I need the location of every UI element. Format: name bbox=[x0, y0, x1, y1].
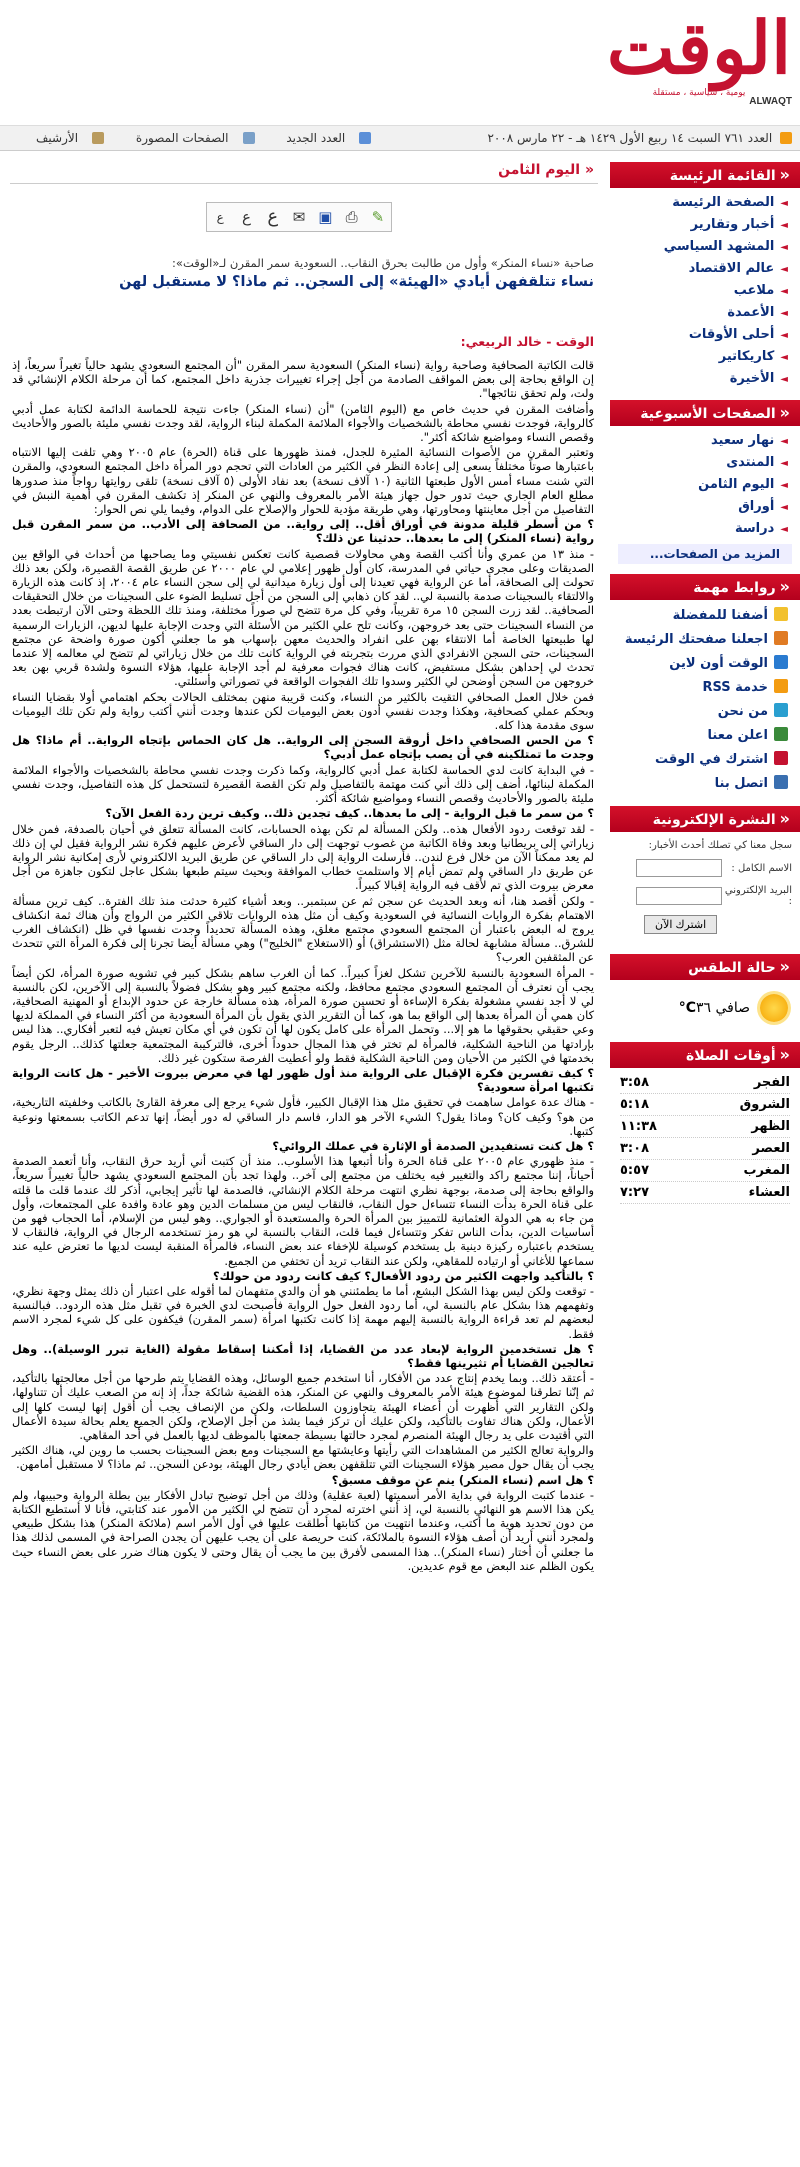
link-icon bbox=[774, 607, 788, 621]
important-links-title: «روابط مهمة bbox=[610, 574, 800, 600]
bullet-icon: ◄ bbox=[780, 220, 788, 231]
main-menu-item-label: الأخيرة bbox=[729, 371, 775, 386]
important-link-label: الوقت أون لاين bbox=[669, 656, 768, 671]
link-icon bbox=[774, 655, 788, 669]
link-icon bbox=[774, 727, 788, 741]
main-menu-item[interactable] bbox=[610, 258, 788, 280]
font-large-button[interactable]: ع bbox=[267, 206, 279, 227]
important-link[interactable] bbox=[610, 748, 788, 772]
article-paragraph: - منذ ظهوري عام ٢٠٠٥ على قناة الحرة وأنا أتبعها هذا الأسلوب.. منذ أن كتبت أني أريد حرق النقاب، وأنا أتعمد الصدمة أحياناً، إننا مجتمع راكد والتغيير فيه يختلف من مجتمع إلى آخر.. ولهذا تجد بأن المجتمع السعودي يشهد حالياً تغييراً سريعاً، والواقع بحاجة إلى صدمة، بوجهة نظري انتهت مرحلة الكلام الإنشائي، فالصدمة لها تأثير إيجابي، أذكر لك عندما قلت ما قلته على قناة الحرة بدأت النساء تتساءل حول النقاب، فالنقاب ليس من مسلمات الدين وهو عادة وافدة على المجتمعات، وأول من جاء به هي الدولة العثمانية للتمييز بين المرأة الحرة والمستعبدة أو الجواري.. وهو ليس من الإسلام، أما الحجاب فهو من أساسيات الدين، بدأت الناس تفكر وتتساءل فيما قلت، النقاب بالنسبة لي هو رمز تستخدمه الرجال في الرواية، فالنقاب لا يستخدم باعتباره ركيزة دينية بل يستخدم كوسيلة للإخفاء عند بعض النساء، فالمرأة المنقبة ليست لديها ما تعترض عليه عند سماعها للأغاني أو ارتياده للمقاهي، ولكن عند النقاب تريد أن تختفي من الجميع. bbox=[12, 1154, 594, 1268]
bullet-icon: ◄ bbox=[780, 308, 788, 319]
name-field[interactable] bbox=[636, 859, 722, 877]
main-menu-item-label: أخبار وتقارير bbox=[690, 217, 775, 232]
save-icon[interactable]: ▣ bbox=[318, 208, 333, 226]
article-paragraph: - في البداية كانت لدي الحماسة لكتابة عمل أدبي كالرواية، وكما ذكرت وجدت نفسي محاطة بالشخصيات والأجواء الملائمة المكملة لبنائها، أضف إلى ذلك أني كنت مهتمة بالتفاصيل ولم تكن القصة القصيرة لتستحمل كل هذه التفاصيل، وجدت نفسي مليئة بالصور والأحاديث وقصص النساء ومواضيع شائكة أكثر. bbox=[12, 762, 594, 806]
main-menu-item-label: عالم الاقتصاد bbox=[688, 261, 775, 276]
prayer-name: الفجر bbox=[753, 1075, 790, 1090]
bullet-icon: ◄ bbox=[780, 436, 788, 447]
prayer-time: ٧:٢٧ bbox=[620, 1185, 650, 1200]
main-menu-item[interactable] bbox=[610, 368, 788, 390]
top-bar bbox=[0, 125, 800, 151]
link-icon bbox=[774, 751, 788, 765]
main-menu-item[interactable] bbox=[610, 324, 788, 346]
photo-pages-link[interactable]: الصفحات المصورة bbox=[122, 131, 255, 145]
prayer-name: المغرب bbox=[743, 1163, 790, 1178]
article-question: ؟ كيف تفسرين فكرة الإقبال على الرواية منذ أول ظهور لها في معرض بيروت الأخير - هل كانت الرواية تكتبها امرأة سعودية؟ bbox=[12, 1065, 594, 1095]
prayer-row bbox=[620, 1138, 790, 1160]
important-link-label: من نحن bbox=[717, 704, 768, 719]
archive-icon bbox=[92, 132, 104, 144]
important-link[interactable] bbox=[610, 700, 788, 724]
prayer-name: العشاء bbox=[748, 1185, 790, 1200]
article-paragraph: وأضافت المقرن في حديث خاص مع (اليوم الثامن) "أن (نساء المنكر) جاءت نتيجة للحماسة الدائمة لكتابة عمل أدبي كالرواية، فوجدت نفسي محاطة بالشخصيات والأجواء الملائمة المكملة لبناء الرواية، لقد وجدت نفسي مليئة بالصور والأحاديث وقصص النساء ومواضيع شائكة أكثر". bbox=[12, 401, 594, 445]
article-question: ؟ هل كنت تستفيدين الصدمة أو الإثارة في عملك الروائي؟ bbox=[272, 1138, 594, 1153]
bullet-icon: ◄ bbox=[780, 374, 788, 385]
article-paragraph: - توقعت ولكن ليس بهذا الشكل البشع، أما ما يطمئنني هو أن والدي متفهمان لما أقوله على اعتبار أن ذلك يمثل وجهة نظري، وتفهمهم هذا بشكل عام بالنسبة لي، أما ردود الفعل حول الرواية فأصبحت لدي الخبرة في تقبل مثل هذه الردود.. فبالنسبة لبعضهم لم تعد قراءة الرواية بالنسبة إليهم مهمة إذا كانت تكتبها امرأة (سمر المقرن) فيكفون على كل شيء لمجرد الاسم فقط. bbox=[12, 1284, 594, 1341]
main-menu-item-label: كاريكاتير bbox=[718, 349, 775, 364]
more-pages-link[interactable]: المزيد من الصفحات... bbox=[618, 544, 792, 564]
article-paragraph: وتعتبر المقرن من الأصوات النسائية المثيرة للجدل، فمنذ ظهورها على قناة (الحرة) عام ٢٠٠٥ وهي تلفت إليها الانتباه باعتبارها صوتاً مختلفاً يسعى إلى إعادة النظر في الكثير من العادات التي تحجم دور المرأة داخل المجتمع السعودي، والمقرن التي شنت مساء أمس الأول طبعتها الثانية (١٠ آلاف نسخة) بعد نفاد الأولى (٥ آلاف نسخة) تلقى روايتها رواجاً منذ صدورها مطلع العام الجاري حيث تدور حول جهاز هيئة الأمر بالمعروف والنهي عن المنكر إذ تكشف المقرن في أهمية النبش في التفاصيل من أجل معاينتها ومحاورتها، وهي طريقة مؤدية للحوار والإصلاح على الدوام، وفيما يلي نص الحوار: bbox=[12, 445, 595, 517]
article-paragraph: - عندما كتبت الرواية في بداية الأمر أسميتها (لعبة عقلية) وذلك من أجل توضيح تبادل الأفكار بين بطلة الرواية وحبيبها، ولم يكن هذا الاسم هو النهائي بالنسبة لي، إذ أنني اخترته لمجرد أن تتضح لي الكثير من الأمور عند كتابتي، فأنا لا أستطيع الكتابة من دون تحديد هوية ما أكتب، وعندما انتهيت من كتابتها أطلقت عليها في أول الأمر اسم (ملائكة المنكر) هذا بشكل طبيعي ولمجرد أنني أريد أن أصف هؤلاء النسوة بالملائكة، كنت حريصة على أن يجب عليهن أن يجدن الصراحة في المسمى لذلك هذا ما جعلني أن أختار (نساء المنكر).. هذا المسمى لأفرق بين ما يجب أن يقال وحتى لا يكون هناك ضرر على بعض النساء حيث يكون الظلم عند البعض مع قوم عديدين. bbox=[12, 1487, 594, 1573]
font-small-button[interactable]: ع bbox=[216, 210, 224, 224]
photo-icon bbox=[243, 132, 255, 144]
important-link-label: خدمة RSS bbox=[702, 680, 768, 695]
link-icon bbox=[774, 703, 788, 717]
weekly-page-item[interactable] bbox=[610, 430, 788, 452]
article-paragraph: - المرأة السعودية بالنسبة للآخرين تشكل لغزاً كبيراً.. كما أن الغرب ساهم بشكل كبير في تشويه صورة المرأة، لكن أيضاً يجب أن نعترف أن المجتمع السعودي مجتمع محافظ، ولكنه مجتمع كبير وهو بشكل فضولاً بالنسبة إلى الآخرين، لكن بالنسبة لي لا أجد نفسي مشغولة بفكرة الإساءة أو تحسين صورة المرأة، هذه مسألة خارجة عن حدود الإبداع أو المهنية الصحافية، كان همي أن المرأة بعدها إلى الواقع بما هو، كما أن التقرير الذي يقول بأن المرأة السعودية من أكثر النساء في المملكة لديها وعي حقيقي بحقوقها ما هو إلا... وتحمل المرأة على كامل يكون لها أن تكون في أي مكان تعيش فيه لتعبر أفكاري.. هذا ليس بإرادتها من الناحية الشكلية، فالمرأة لم تختر في هذا المجال حدوداً أخرى، فالتركيبة المجتمعية جعلتها كذلك.. الرجل يقوم بخدمتها في الكثير من الأحيان ومن الناحية الشكلية فقط ولو أعطيت الفرصة ستكون غير ذلك. bbox=[12, 965, 594, 1065]
prayer-row bbox=[620, 1094, 790, 1116]
article-paragraph: - هناك عدة عوامل ساهمت في تحقيق مثل هذا الإقبال الكبير، فأول شيء يرجع إلى معرفة القارئ بالكاتب وخلفيته التاريخية، من هو؟ وكيف كان؟ وماذا يقول؟ الشيء الآخر هو الدار، فاسم دار الساقي له دور أيضاً، إنها تدعم الكاتب بسمعتها ونوعية كتبها. bbox=[12, 1095, 594, 1138]
link-icon bbox=[774, 775, 788, 789]
main-menu-item[interactable] bbox=[610, 302, 788, 324]
main-menu-item[interactable] bbox=[610, 346, 788, 368]
bullet-icon: ◄ bbox=[780, 458, 788, 469]
article-paragraph: - أعتقد ذلك.. وبما يخدم إنتاج عدد من الأفكار، أنا استخدم جميع الوسائل، وهذه القضايا يتم طرحها من أجل معالجتها بالتأكيد، ثم إنّنا تطرقنا لموضوع هيئة الأمر بالمعروف والنهي عن المنكر، هذه القضية شائكة جداً، إذ إنه من الصعب عليك أن تتناولها، ولكن التقارير التي أظهرت أن أعضاء الهيئة يتجاوزون السلطات، ولكن من الإنصاف يجب أن أقول إنها ليست كلها إلى الأعمال، ولكن هناك تفاوت بالتأكيد، ولكن عليك أن تركز فيما يشذ من أجل الإصلاح، ولكن الجميع يعلم بحالة سيدة الأعمال التي أقتيدت على يد رجال الهيئة المنصرم لمجرد حالتها بسيطة جمعتها بالموظف لديها بالعمل في أحد المقاهي. bbox=[12, 1371, 594, 1443]
name-label: الاسم الكامل : bbox=[731, 862, 792, 874]
main-menu-item[interactable] bbox=[610, 192, 788, 214]
logo-english: ALWAQT bbox=[749, 96, 792, 107]
comment-icon[interactable]: ✎ bbox=[371, 208, 385, 226]
weekly-page-item-label: دراسة bbox=[735, 521, 775, 536]
weekly-pages-title: «الصفحات الأسبوعية bbox=[610, 400, 800, 426]
article-question: ؟ من سمر ما قبل الرواية - إلى ما بعدها.. كيف تجدين ذلك.. وكيف ترين ردة الفعل الآن؟ bbox=[105, 806, 594, 821]
main-menu-item-label: أحلى الأوقات bbox=[688, 327, 775, 342]
bullet-icon: ◄ bbox=[780, 286, 788, 297]
site-header bbox=[0, 0, 800, 120]
issue-date: العدد ٧٦١ السبت ١٤ ربيع الأول ١٤٢٩ هـ - ٢٢ مارس ٢٠٠٨ bbox=[487, 131, 792, 145]
sidebar bbox=[610, 162, 800, 1214]
prayer-time: ٣:٥٨ bbox=[620, 1075, 650, 1090]
article-paragraph: - ولكن أقصد هنا، أنه وبعد الحديث عن سجن ثم عن سبتمبر.. وبعد أشياء كثيرة حدثت منذ تلك الفترة.. كيف ترين مسألة الاهتمام بفكرة الروايات النسائية في السعودية وكيف أن مثل هذه الروايات تلاقي الكثير من الرواج وأن هناك ثمة انكشاف يروج له البعض باعتبار أن المجتمع السعودي مجتمع مغلق، وهذه المسألة تحديداً وجدت نفسها في ظل (انكشاف الغرب للشرق.. مسألة مشابهة لحالة مثل (الاستشراق) أو (الاستغلاج "الخليج") وهي مسألة أيضا تجرنا إلى فكرة المرأة التي تتحدث عن المثقفين العرب؟ bbox=[12, 893, 594, 965]
logo-tagline: يومية ، سياسية ، مستقلة bbox=[652, 88, 746, 98]
important-link[interactable] bbox=[610, 676, 788, 700]
article-question: ؟ من أسطر قليلة مدونة في أوراق أقل.. إلى رواية.. من الصحافة إلى الأدب.. من سمر المقرن قبل رواية (نساء المنكر) إلى ما بعدها.. حدثينا عن ذلك؟ bbox=[12, 517, 594, 546]
bullet-icon: ◄ bbox=[780, 330, 788, 341]
article-paragraph: فمن خلال العمل الصحافي التقيت بالكثير من النساء، وكنت قريبة منهن بمختلف الحالات بحكم اهتمامي أولا بقضايا النساء وبحكم عملي كصحافية، وهكذا وجدت نفسي أدون بعض اليوميات لكن عندها وجدت أنني أكتب رواية ولم تكن تلك اليوميات سوى مقدمة هذا كله. bbox=[12, 689, 594, 733]
main-menu-item[interactable] bbox=[610, 236, 788, 258]
weekly-page-item[interactable] bbox=[610, 496, 788, 518]
newsletter-intro: سجل معنا كي تصلك أحدث الأخبار: bbox=[648, 840, 792, 851]
bullet-icon: ◄ bbox=[780, 480, 788, 491]
prayer-time: ٣:٠٨ bbox=[620, 1141, 650, 1156]
bullet-icon: ◄ bbox=[780, 264, 788, 275]
newsletter bbox=[610, 806, 800, 944]
main-menu-title: «القائمة الرئيسة bbox=[610, 162, 800, 188]
prayer-times-title: «أوقات الصلاة bbox=[610, 1042, 800, 1068]
weekly-page-item-label: أوراق bbox=[738, 499, 775, 514]
font-medium-button[interactable]: ع bbox=[241, 208, 251, 226]
newspaper-icon bbox=[359, 132, 371, 144]
rss-icon[interactable] bbox=[780, 132, 792, 144]
weather-condition: صافي bbox=[715, 1000, 750, 1016]
bullet-icon: ◄ bbox=[780, 198, 788, 209]
prayer-row bbox=[620, 1116, 790, 1138]
important-link[interactable] bbox=[610, 652, 788, 676]
sun-icon bbox=[760, 994, 788, 1022]
section-title: « اليوم الثامن bbox=[10, 162, 598, 184]
email-icon[interactable]: ✉ bbox=[292, 208, 306, 226]
article-paragraph: قالت الكاتبة الصحافية وصاحبة رواية (نساء المنكر) السعودية سمر المقرن "أن المجتمع السعودي يشهد حالياً تغيراً سريعاً، إذ إن الواقع بحاجة إلى بعض المواقف الصادمة من أجل إجراء تغييرات جذرية داخل المجتمع، كما أن مرحلة الكلام الإنشائي قد ولت، ولم تحقق نتائجها". bbox=[12, 358, 594, 401]
important-link-label: اجعلنا صفحتك الرئيسة bbox=[624, 632, 768, 647]
bullet-icon: ◄ bbox=[780, 352, 788, 363]
weather-unit: C° bbox=[678, 1000, 696, 1016]
article-area bbox=[10, 162, 598, 1573]
article-question: ؟ بالتأكيد واجهت الكثير من ردود الأفعال؟ كيف كانت ردود من حولك؟ bbox=[212, 1268, 594, 1283]
print-icon[interactable]: ⎙ bbox=[345, 208, 358, 226]
weekly-page-item[interactable] bbox=[610, 452, 788, 474]
article-question: ؟ هل تستخدمين الرواية لإبعاد عدد من القضايا، إذا أمكننا إسقاط مقولة (الغاية تبرر الوسيلة).. وهل تعالجين القضايا أم تثيرينها فقط؟ bbox=[12, 1341, 594, 1371]
archive-link[interactable]: الأرشيف bbox=[22, 131, 104, 145]
prayer-name: الظهر bbox=[751, 1119, 790, 1134]
newsletter-title: «النشرة الإلكترونية bbox=[610, 806, 800, 832]
weekly-page-item[interactable] bbox=[610, 518, 788, 540]
article-paragraph: - منذ ١٣ من عمري وأنا أكتب القصة وهي محاولات قصصية كانت تعكس نفسيتي وما يصاحبها من أحداث في الواقع بين الصديقات وعلى مجرى حياتي في المدرسة، كان أول ظهور إعلامي لي عام ٢٠٠٠ عن طريق القصة القصيرة، ولكن بعد ذلك تحولت إلى الصحافة، أما عن الرواية فهي تعيدنا إلى أول زيارة ميدانية لي إلى سجن النساء عام ٢٠٠٤، إذ كانت هذه الزيارة والالتقاء بالسجينات صدمة بالنسبة لي.. لقد كان ذهابي إلى السجن من أجل تسليط الضوء على السجينات من خلال التحقيقات الصحافية.. لقد زرت السجن ١٥ مرة تقريباً، وفي كل مرة تتضح لي صوراً مختلفة، ومنذ تلك اللحظة وحتى الآن ارتبطت بعدد من النساء السجينات حتى بعد خروجهن، وكانت تلح علي الكثير من الأسئلة التي وجدت الإجابة عليها لديهن، الزيارات الرسمية لها طبيعتها الخاصة أما الانتقاء بهن على انفراد والحديث معهن بإسهاب هو ما جعلني أكون صورة واضحة عن مجتمع السجينات، حتى السجن الانفرادي الذي مررت بتجربته في الرواية كانت تلك من خلال زياراتي لم تتضح لي معالمه إلا عندما تحدث لي إحداهن بشكل مستفيض، كانت هناك فجوات معرفية لم أجد الإجابة عليها، هؤلاء النسوة ولشدة قربي بهن بعد خروجهن من السجن أوضحن لي الكثير وسدوا تلك الفجوات الواقعة في تصوراتي وأسئلتي. bbox=[12, 546, 595, 689]
weekly-page-item-label: نهار سعيد bbox=[711, 433, 775, 448]
main-menu-item[interactable] bbox=[610, 280, 788, 302]
weekly-page-item-label: المنتدى bbox=[726, 455, 775, 470]
weather-temp: ٣٦ bbox=[695, 1000, 712, 1016]
prayer-time: ٥:١٨ bbox=[620, 1097, 650, 1112]
new-issue-link[interactable]: العدد الجديد bbox=[272, 131, 371, 145]
prayer-name: الشروق bbox=[739, 1097, 790, 1112]
article-kicker: صاحبة «نساء المنكر» وأول من طالبت بحرق النقاب.. السعودية سمر المقرن لـ«الوقت»: bbox=[172, 256, 594, 270]
weekly-pages bbox=[610, 400, 800, 564]
email-field[interactable] bbox=[636, 887, 722, 905]
main-menu-item-label: الأعمدة bbox=[727, 305, 775, 320]
important-link[interactable] bbox=[610, 724, 788, 748]
main-menu-item-label: المشهد السياسي bbox=[663, 239, 775, 254]
article-paragraph: والرواية تعالج الكثير من المشاهدات التي رأيتها وعايشتها مع السجينات ومع بعض السجينات بحسب ما روين لي، هناك الكثير يجب أن يقال حول مصير هؤلاء السجينات التي تتلقفهن بعض أيادي رجال الهيئة، بودعن السجن.. ثم ماذا؟ لا مستقبل أمامهن. bbox=[12, 1443, 594, 1472]
article-paragraph: - لقد توقعت ردود الأفعال هذه.. ولكن المسألة لم تكن بهذه الحسابات، كانت المسألة تتعلق في أحيان بالصدفة، فمن خلال زياراتي إلى بريطانيا وبعد وفاة الكاتبة من غصوب توجهت إلى دار الساقي لأعرض عليهم فكرة نشر الرواية فقيل لي إن ذلك لم يعد ممكناً الآن من خلال فرع لندن.. فأرسلت الرواية إلى دار الساقي عن طريق البريد الالكتروني لأرى إمكانية نشر الرواية عن طريق دار الساقي ولم تمض أيام إلا واستلمت خطاب الموافقة وبحيث سيتم طبعها بشكل عاجل لتكون جاهزة من أجل معرض بيروت الذي تم لأقف فيه الرواية إقبالا كبيراً. bbox=[12, 821, 594, 893]
prayer-row bbox=[620, 1072, 790, 1094]
article-question: ؟ من الحس الصحافي داخل أروقة السجن إلى الرواية.. هل كان الحماس بإتجاه الرواية.. أم ماذا؟ هل وجدت ما تمتلكينه في أن يصب بإتجاه عمل أدبي؟ bbox=[12, 733, 594, 762]
email-label: البريد الإلكتروني : bbox=[724, 885, 792, 907]
main-menu bbox=[610, 162, 800, 390]
bullet-icon: ◄ bbox=[780, 242, 788, 253]
weather bbox=[610, 954, 800, 1032]
article-body bbox=[12, 358, 594, 1574]
bullet-icon: ◄ bbox=[780, 502, 788, 513]
prayer-time: ٥:٥٧ bbox=[620, 1163, 650, 1178]
important-link-label: اعلن معنا bbox=[707, 728, 768, 743]
prayer-name: العصر bbox=[752, 1141, 790, 1156]
prayer-times bbox=[610, 1042, 800, 1204]
important-link-label: أضفنا للمفضلة bbox=[672, 608, 768, 623]
weekly-page-item[interactable] bbox=[610, 474, 788, 496]
main-menu-item[interactable] bbox=[610, 214, 788, 236]
main-menu-item-label: ملاعب bbox=[733, 283, 775, 298]
prayer-row bbox=[620, 1182, 790, 1204]
important-link-label: اتصل بنا bbox=[714, 776, 768, 791]
important-link[interactable] bbox=[610, 604, 788, 628]
link-icon bbox=[774, 679, 788, 693]
bullet-icon: ◄ bbox=[780, 524, 788, 535]
important-link-label: اشترك في الوقت bbox=[654, 752, 768, 767]
article-headline: نساء تتلقفهن أيادي «الهيئة» إلى السجن.. ثم ماذا؟ لا مستقبل لهن bbox=[119, 274, 594, 290]
article-byline: الوقت - خالد الربيعي: bbox=[460, 334, 594, 349]
main-menu-item-label: الصفحة الرئيسة bbox=[672, 195, 775, 210]
weekly-page-item-label: اليوم الثامن bbox=[698, 477, 775, 492]
prayer-time: ١١:٣٨ bbox=[620, 1119, 657, 1134]
subscribe-button[interactable]: اشترك الآن bbox=[644, 915, 717, 934]
weather-title: «حالة الطقس bbox=[610, 954, 800, 980]
important-links bbox=[610, 574, 800, 796]
article-toolbar bbox=[206, 202, 392, 232]
article-question: ؟ هل اسم (نساء المنكر) ينم عن موقف مسبق؟ bbox=[331, 1472, 594, 1487]
important-link[interactable] bbox=[610, 772, 788, 796]
link-icon bbox=[774, 631, 788, 645]
important-link[interactable] bbox=[610, 628, 788, 652]
logo-text: الوقت bbox=[606, 5, 792, 90]
prayer-row bbox=[620, 1160, 790, 1182]
